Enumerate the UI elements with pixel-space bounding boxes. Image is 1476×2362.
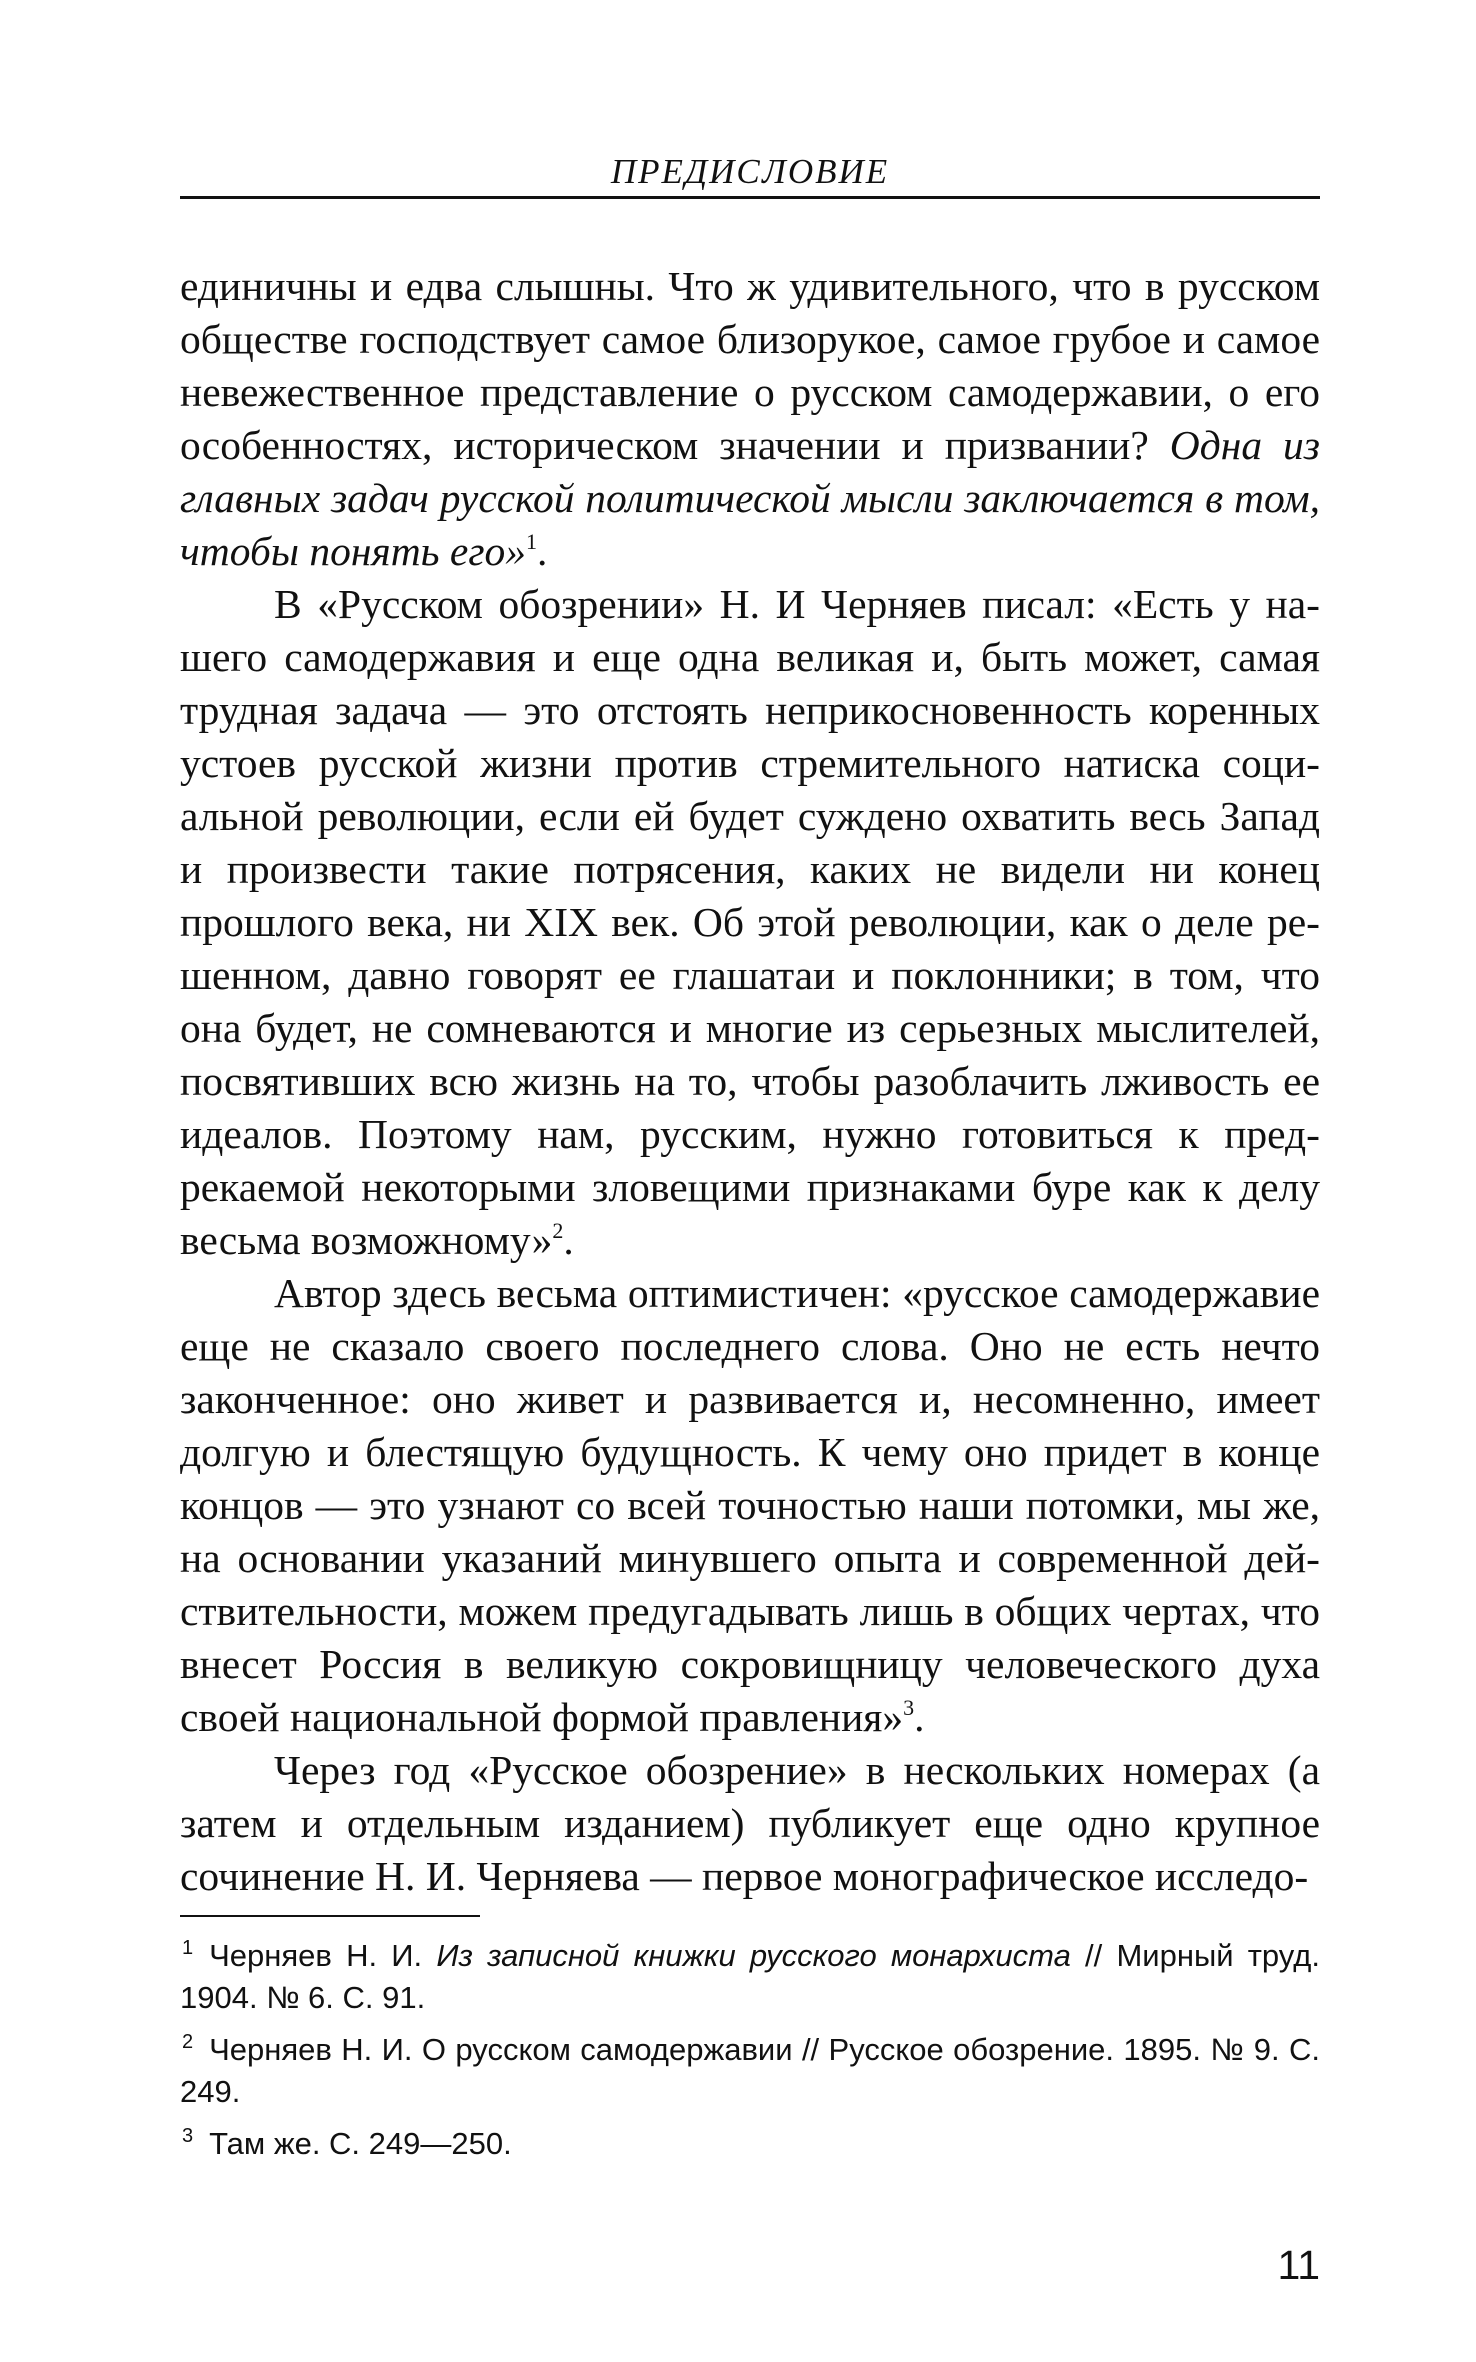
paragraph-4-text: Через год «Русское обозрение» в нескольких номерах (а затем и отдельным изданием) публикует еще одно крупное сочинение Н. И. Черняева — первое монографическое исследо- [180,1747,1320,1899]
footnote-ref-1: 1 [526,529,538,554]
paragraph-3-tail: . [914,1694,925,1740]
footnote-ref-3: 3 [903,1695,915,1720]
paragraph-2-tail: . [563,1217,574,1263]
page-number: 11 [1277,2242,1320,2288]
paragraph-1-text: единичны и едва слышны. Что ж удивительного, что в русском обществе господствует самое близорукое, самое грубое и самое невежественное представление о русском самодержавии, о его особенностях, историческом значении и призвании? [180,263,1320,468]
body-text [180,260,1320,1903]
footnote-1-author: Черняев Н. И. [209,1938,437,1973]
paragraph-1-emphasis: Одна из главных задач русской политической мысли заключается в том, чтобы понять его» [180,422,1321,574]
footnote-3-number: 3 [182,2125,194,2147]
footnote-3 [180,2123,1320,2165]
paragraph-1-tail: . [537,528,548,574]
footnotes [180,1935,1320,2175]
paragraph-2 [180,578,1320,1267]
footnote-2 [180,2029,1320,2113]
paragraph-3 [180,1267,1320,1744]
footnote-2-text: Черняев Н. И. О русском самодержавии // Русское обозрение. 1895. № 9. С. 249. [180,2032,1320,2109]
footnote-ref-2: 2 [552,1218,564,1243]
header-rule [180,196,1320,199]
footnote-1-rest: // Мирный труд. 1904. № 6. С. 91. [180,1938,1320,2015]
footnote-1 [180,1935,1320,2019]
footnote-1-number: 1 [182,1937,194,1959]
footnote-rule [180,1915,480,1917]
paragraph-4 [180,1744,1320,1903]
footnote-3-text: Там же. С. 249—250. [209,2126,512,2161]
paragraph-3-text: Автор здесь весьма оптимистичен: «русское самодержавие еще не сказало своего последнего слова. Оно не есть нечто законченное: оно живет и развивается и, несомненно, имеет долгую и блестящую будущность. К чему оно придет в конце концов — это узнают со всей точностью наши потомки, мы же, на основании указаний минувшего опыта и современной действительности, можем предугадывать лишь в общих чертах, что внесет Россия в великую сокровищницу человеческого духа своей национальной формой правления» [180,1270,1320,1740]
footnote-2-number: 2 [182,2031,194,2053]
running-head: ПРЕДИСЛОВИЕ [610,152,890,191]
footnote-1-title: Из записной книжки русского монархиста [436,1938,1071,1973]
paragraph-2-text: В «Русском обозрении» Н. И Черняев писал: «Есть у нашего самодержавия и еще одна великая и, быть может, самая трудная задача — это отстоять неприкосновенность коренных устоев русской жизни против стремительного натиска социальной революции, если ей будет суждено охватить весь Запад и произвести такие потрясения, каких не видели ни конец прошлого века, ни XIX век. Об этой революции, как о деле решенном, давно говорят ее глашатаи и поклонники; в том, что она будет, не сомневаются и многие из серьезных мыслителей, посвятивших всю жизнь на то, чтобы разоблачить лживость ее идеалов. Поэтому нам, русским, нужно готовиться к предрекаемой некоторыми зловещими признаками буре как к делу весьма возможному» [180,581,1320,1263]
paragraph-1 [180,260,1320,578]
